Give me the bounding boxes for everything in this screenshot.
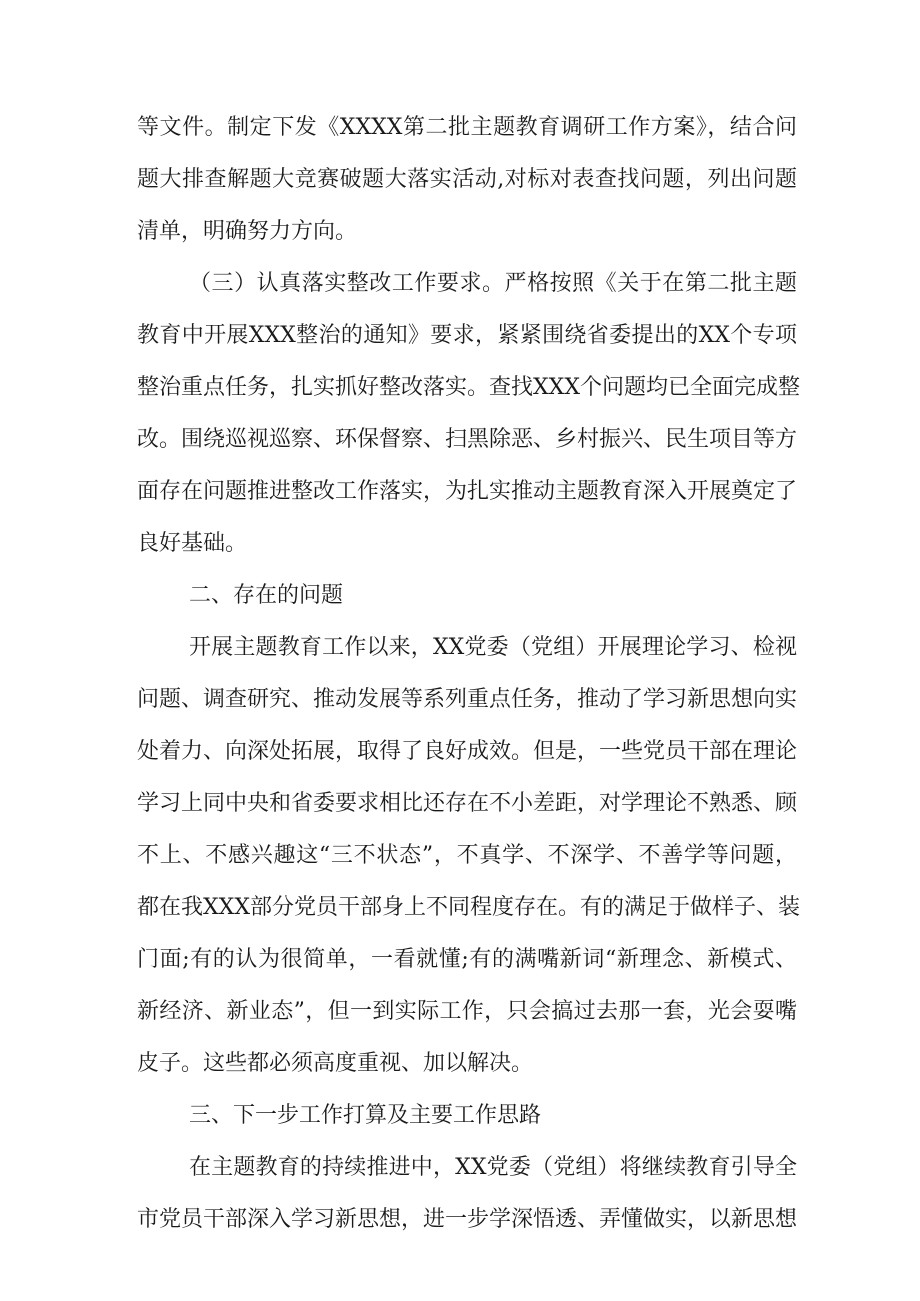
body-line: 学习上同中央和省委要求相比还存在不小差距，对学理论不熟悉、顾 [137,791,798,816]
section-heading-3: （三）认真落实整改工作要求。严格按照《关于在第二批主题 [189,271,797,296]
paragraph-start: 在主题教育的持续推进中，XX党委（党组）将继续教育引导全 [189,1155,797,1180]
body-line: 门面;有的认为很简单，一看就懂;有的满嘴新词“新理念、新模式、 [137,947,797,972]
body-line: 新经济、新业态”，但一到实际工作，只会搞过去那一套，光会耍嘴 [137,999,797,1024]
body-line: 皮子。这些都必须高度重视、加以解决。 [137,1051,534,1076]
body-line: 面存在问题推进整改工作落实，为扎实推动主题教育深入开展奠定了 [137,479,798,504]
body-line: 处着力、向深处拓展，取得了良好成效。但是，一些党员干部在理论 [137,739,798,764]
body-line: 良好基础。 [137,531,248,556]
body-line: 题大排查解题大竞赛破题大落实活动,对标对表查找问题，列出问题 [137,167,797,192]
body-line: 问题、调查研究、推动发展等系列重点任务，推动了学习新思想向实 [137,687,798,712]
section-heading-3-next-steps: 三、下一步工作打算及主要工作思路 [189,1103,542,1128]
body-line: 改。围绕巡视巡察、环保督察、扫黑除恶、乡村振兴、民生项目等方 [137,427,798,452]
body-line: 等文件。制定下发《XXXX第二批主题教育调研工作方案》，结合问 [137,115,797,140]
section-heading-2: 二、存在的问题 [189,583,344,608]
body-line: 不上、不感兴趣这“三不状态”，不真学、不深学、不善学等问题， [137,843,797,868]
body-line: 清单，明确努力方向。 [137,219,358,244]
body-line: 都在我XXX部分党员干部身上不同程度存在。有的满足于做样子、装 [137,895,800,920]
body-line: 市党员干部深入学习新思想，进一步学深悟透、弄懂做实，以新思想 [137,1207,798,1232]
body-line: 整治重点任务，扎实抓好整改落实。查找XXX个问题均已全面完成整 [137,375,800,400]
body-line: 教育中开展XXX整治的通知》要求，紧紧围绕省委提出的XX个专项 [137,323,797,348]
paragraph-start: 开展主题教育工作以来，XX党委（党组）开展理论学习、检视 [189,635,797,660]
